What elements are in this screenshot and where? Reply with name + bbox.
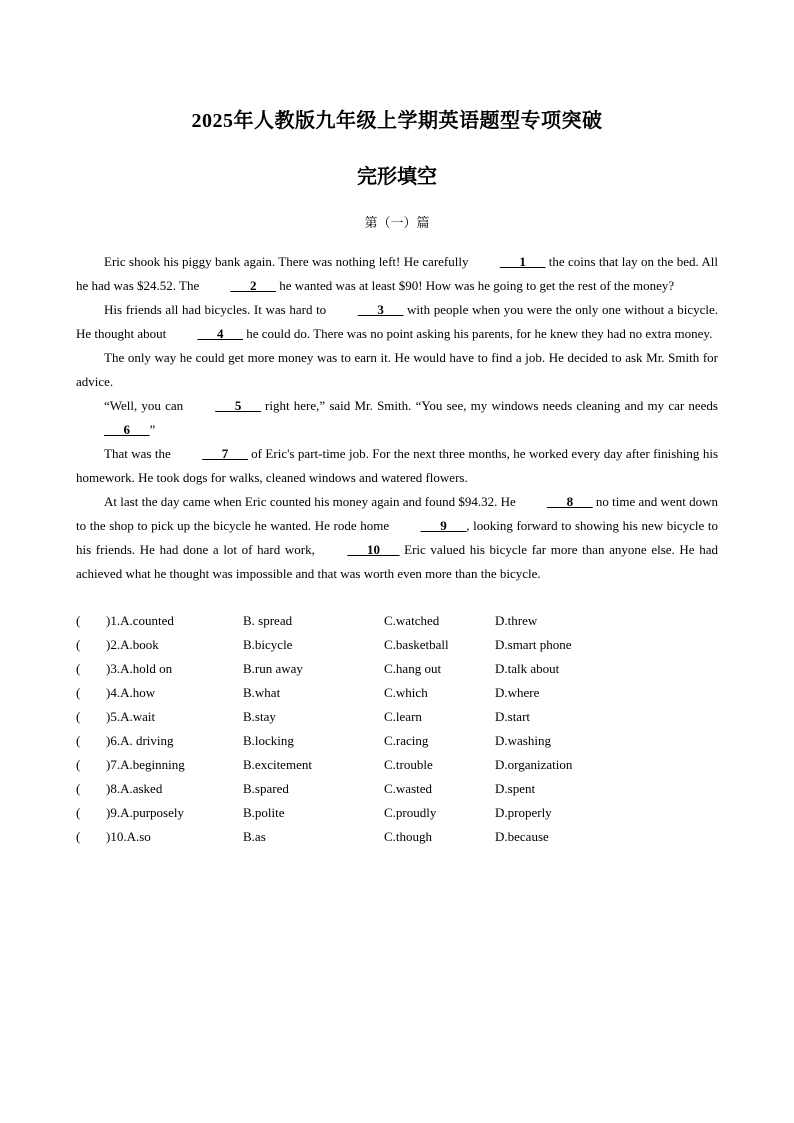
answer-bracket: ( — [76, 685, 81, 700]
question-row — [76, 681, 718, 705]
answer-bracket: ( — [76, 781, 81, 796]
blank-7: ___7___ — [202, 446, 248, 461]
option-c: C.trouble — [384, 757, 433, 772]
question-row — [76, 777, 718, 801]
option-d: D.washing — [495, 733, 551, 748]
passage-text: he wanted was at least $90! How was he going to get the rest of the money? — [275, 278, 675, 293]
document-title: 2025年人教版九年级上学期英语题型专项突破 — [191, 110, 603, 132]
option-b: B.polite — [243, 805, 285, 820]
answer-bracket: ( — [76, 637, 81, 652]
option-d: D.where — [495, 685, 540, 700]
passage-text: with people when you were the only one without a bicycle. He thought about — [76, 302, 718, 341]
option-d: D.threw — [495, 613, 538, 628]
option-b: B.stay — [243, 709, 276, 724]
option-a: )6.A. driving — [106, 733, 174, 748]
answer-bracket: ( — [76, 661, 81, 676]
blank-10: ___10___ — [347, 542, 400, 557]
option-a: )3.A.hold on — [106, 661, 173, 676]
answer-options — [76, 609, 718, 849]
paragraph-4 — [76, 394, 718, 442]
answer-bracket: ( — [76, 757, 81, 772]
option-d: D.talk about — [495, 661, 560, 676]
passage-text: , looking forward to showing his new bicycle to his friends. He had done a lot of hard work, — [76, 518, 718, 557]
option-d: D.organization — [495, 757, 573, 772]
option-d: D.spent — [495, 781, 536, 796]
blank-6: ___6___ — [104, 422, 150, 437]
option-c: C.proudly — [384, 805, 437, 820]
option-a: )2.A.book — [106, 637, 159, 652]
passage-text: Eric shook his piggy bank again. There was nothing left! He carefully — [104, 254, 472, 269]
passage-text: of Eric's part-time job. For the next three months, he worked every day after finishing his homework. He took dogs for walks, cleaned windows and watered flowers. — [76, 446, 719, 485]
passage-text: right here,” said Mr. Smith. “You see, my windows needs cleaning and my car needs — [260, 398, 718, 413]
question-row — [76, 753, 718, 777]
blank-2: ___2___ — [230, 278, 276, 293]
option-d: D.start — [495, 709, 531, 724]
paragraph-1 — [76, 250, 718, 298]
option-b: B.what — [243, 685, 281, 700]
option-d: D.properly — [495, 805, 552, 820]
option-c: C.racing — [384, 733, 429, 748]
question-row — [76, 633, 718, 657]
answer-bracket: ( — [76, 805, 81, 820]
option-c: C.wasted — [384, 781, 433, 796]
question-row — [76, 705, 718, 729]
question-row — [76, 729, 718, 753]
blank-8: ___8___ — [547, 494, 593, 509]
passage-text: the coins that lay on the bed. All he had was $24.52. The — [76, 254, 718, 293]
option-a: )7.A.beginning — [106, 757, 185, 772]
option-a: )4.A.how — [106, 685, 156, 700]
option-b: B.locking — [243, 733, 294, 748]
passage-text: Eric valued his bicycle far more than anyone else. He had achieved what he thought was impossible and that was worth even more than the bicycle. — [76, 542, 718, 581]
question-row — [76, 657, 718, 681]
option-b: B. spread — [243, 613, 293, 628]
paragraph-3 — [76, 346, 718, 394]
paragraph-5 — [76, 442, 718, 490]
option-a: )1.A.counted — [106, 613, 174, 628]
option-c: C.hang out — [384, 661, 442, 676]
answer-bracket: ( — [76, 613, 81, 628]
question-row — [76, 801, 718, 825]
option-b: B.as — [243, 829, 266, 844]
document-subtitle: 完形填空 — [357, 166, 437, 188]
question-row — [76, 609, 718, 633]
passage-text: His friends all had bicycles. It was hard to — [104, 302, 330, 317]
passage-text: he could do. There was no point asking his parents, for he knew they had no extra money. — [243, 326, 713, 341]
option-a: )8.A.asked — [106, 781, 163, 796]
option-c: C.learn — [384, 709, 422, 724]
blank-5: ___5___ — [215, 398, 261, 413]
blank-9: ___9___ — [420, 518, 467, 533]
option-d: D.because — [495, 829, 549, 844]
blank-4: ___4___ — [197, 326, 244, 341]
option-c: C.basketball — [384, 637, 449, 652]
option-c: C.though — [384, 829, 433, 844]
question-row — [76, 825, 718, 849]
option-a: )5.A.wait — [106, 709, 156, 724]
answer-bracket: ( — [76, 733, 81, 748]
option-a: )9.A.purposely — [106, 805, 184, 820]
option-c: C.which — [384, 685, 428, 700]
answer-bracket: ( — [76, 829, 81, 844]
passage-text: no time and went down to the shop to pick up the bicycle he wanted. He rode home — [76, 494, 718, 533]
passage-text: ” — [149, 422, 156, 437]
passage-text: That was the — [104, 446, 175, 461]
section-heading: 第（一）篇 — [364, 215, 430, 230]
option-a: )10.A.so — [106, 829, 151, 844]
paragraph-6 — [76, 490, 718, 586]
blank-1: ___1___ — [499, 254, 546, 269]
blank-3: ___3___ — [357, 302, 404, 317]
option-b: B.excitement — [243, 757, 312, 772]
cloze-passage — [76, 250, 718, 586]
passage-text: The only way he could get more money was to earn it. He would have to find a job. He decided to ask Mr. Smith for advice. — [76, 350, 718, 389]
paragraph-2 — [76, 298, 718, 346]
answer-bracket: ( — [76, 709, 81, 724]
option-b: B.bicycle — [243, 637, 293, 652]
option-d: D.smart phone — [495, 637, 572, 652]
option-b: B.spared — [243, 781, 289, 796]
option-c: C.watched — [384, 613, 440, 628]
option-b: B.run away — [243, 661, 303, 676]
passage-text: At last the day came when Eric counted his money again and found $94.32. He — [104, 494, 520, 509]
passage-text: “Well, you can — [104, 398, 188, 413]
